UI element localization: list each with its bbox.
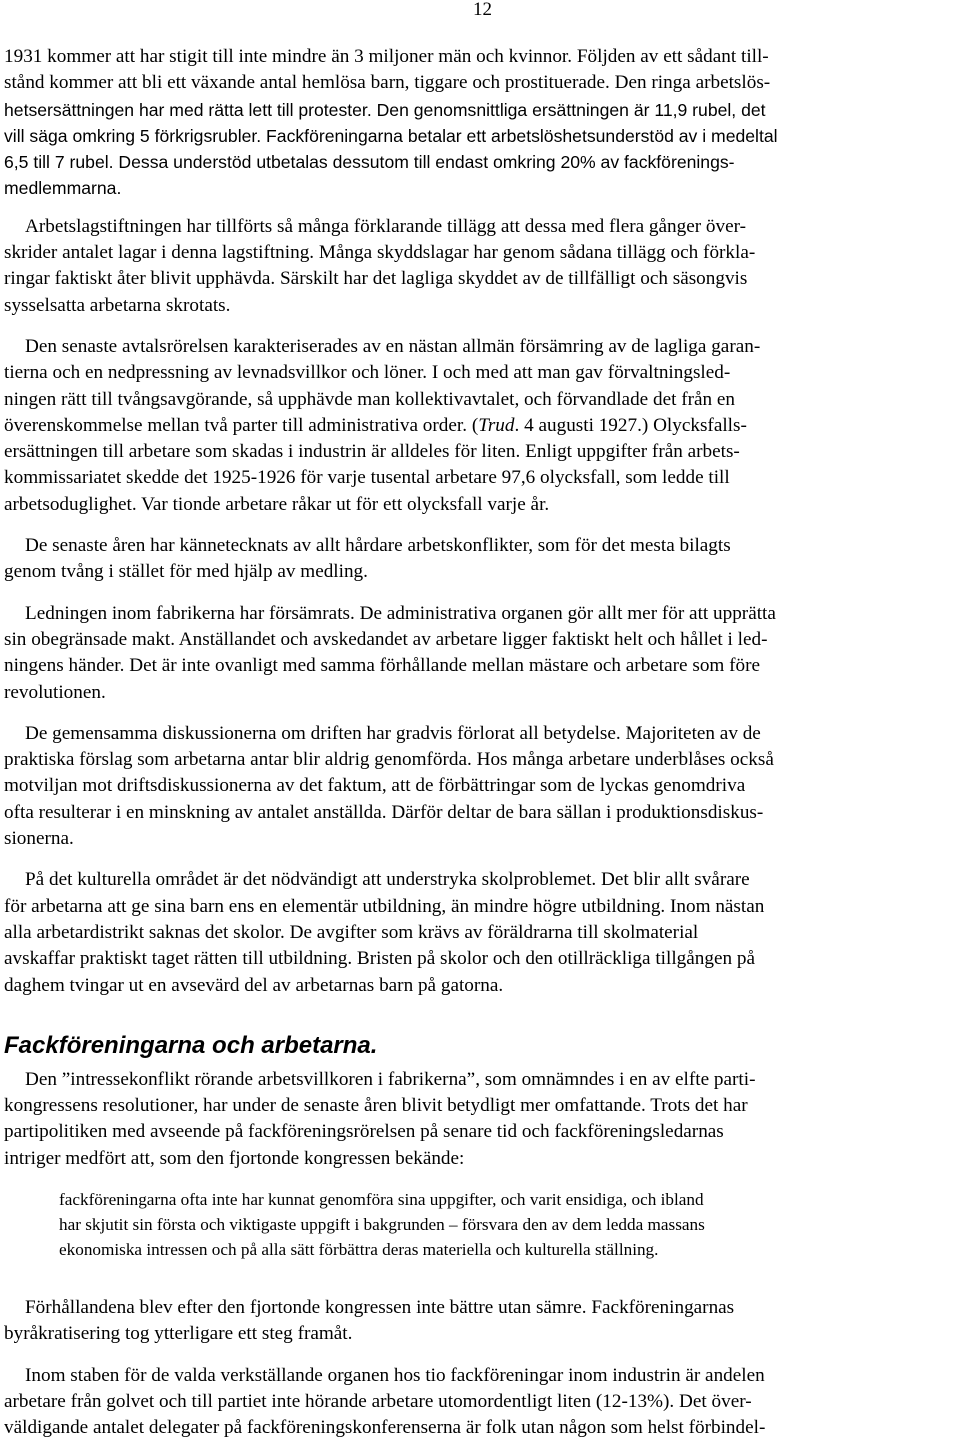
- text-line: ofta resulterar i en minskning av antalet anställda. Därför deltar de bara sällan i produktionsdiskus-: [4, 801, 764, 823]
- text-line: sionerna.: [4, 828, 74, 850]
- text-line: kongressens resolutioner, har under de senaste åren blivit betydligt mer omfattande. Trots det har: [4, 1095, 748, 1117]
- paragraph-joint-discussions: [4, 721, 940, 852]
- text-line: ningen rätt till tvångsavgörande, så upphävde man kollektivavtalet, och förvandlade det från en: [4, 388, 736, 410]
- block-quote: [59, 1187, 940, 1262]
- text-line: 6,5 till 7 rubel. Dessa understöd utbetalas dessutom till endast omkring 20% av fackförenings-: [4, 152, 735, 173]
- text-line: Den ”intressekonflikt rörande arbetsvillkoren i fabrikerna”, som omnämndes i en av elfte parti-: [25, 1068, 756, 1090]
- paragraph-after-congress: [4, 1295, 940, 1348]
- text-line: stånd kommer att bli ett växande antal hemlösa barn, tiggare och prostituerade. Den ringa arbetslös-: [4, 72, 771, 94]
- text-line: vill säga omkring 5 förkrigsrubler. Fackföreningarna betalar ett arbetslöshetsunderstöd av i medeltal: [4, 125, 778, 146]
- text-line: skrider antalet lagar i denna lagstiftning. Många skyddslagar har genom sådana tillägg och förkla-: [4, 242, 756, 264]
- paragraph-interest-conflict: [4, 1067, 940, 1172]
- text-line: tierna och en nedpressning av levnadsvillkor och löner. I och med att man gav förvaltningsled-: [4, 362, 731, 384]
- text-line: Förhållandena blev efter den fjortonde kongressen inte bättre utan sämre. Fackföreningarnas: [25, 1296, 735, 1318]
- quote-line: fackföreningarna ofta inte har kunnat genomföra sina uppgifter, och varit ensidiga, och ibland: [59, 1189, 704, 1209]
- text-line: sysselsatta arbetarna skrotats.: [4, 294, 231, 316]
- text-line: för arbetarna att ge sina barn ens en elementär utbildning, än mindre högre utbildning. Inom nästan: [4, 895, 765, 917]
- text-line: ersättningen till arbetare som skadas i industrin är alldeles för liten. Enligt uppgifter från arbets-: [4, 441, 740, 463]
- quote-line: har skjutit sin första och viktigaste uppgift i bakgrunden – försvara den av dem ledda massans: [59, 1214, 705, 1234]
- text-segment: . 4 augusti 1927.) Olycksfalls-: [514, 414, 747, 436]
- text-line: arbetsoduglighet. Var tionde arbetare råkar ut för ett olycksfall varje år.: [4, 493, 550, 515]
- text-line: daghem tvingar ut en avsevärd del av arbetarnas barn på gatorna.: [4, 974, 504, 996]
- text-line: arbetare från golvet och till partiet inte hörande arbetare utomordentligt liten (12-13%). Det över-: [4, 1390, 752, 1412]
- text-line: ningens händer. Det är inte ovanligt med samma förhållande mellan mästare och arbetare som före: [4, 655, 761, 677]
- text-line: revolutionen.: [4, 681, 106, 703]
- text-line: Inom staben för de valda verkställande organen hos tio fackföreningar inom industrin är andelen: [25, 1364, 765, 1386]
- text-line: kommissariatet skedde det 1925-1926 för varje tusental arbetare 97,6 olycksfall, som ledde till: [4, 467, 730, 489]
- paragraph-factory-management: [4, 601, 940, 706]
- quote-line: ekonomiska intressen och på alla sätt förbättra deras materiella och kulturella ställning.: [59, 1239, 659, 1259]
- text-line: väldigande antalet delegater på fackföreningskonferenserna är folk utan någon som helst förbindel-: [4, 1417, 766, 1439]
- text-line: Den senaste avtalsrörelsen karakteriserades av en nästan allmän försämring av de lagliga garan-: [25, 335, 761, 357]
- text-line: genom tvång i stället för med hjälp av medling.: [4, 561, 368, 583]
- text-line: [4, 413, 940, 439]
- text-line: ringar faktiskt åter blivit upphävda. Särskilt har det lagliga skyddet av de tillfälligt och säsongvis: [4, 268, 748, 290]
- paragraph-labour-law: [4, 214, 940, 319]
- paragraph-unemployment: [4, 44, 940, 202]
- text-line: intriger medfört att, som den fjortonde kongressen bekände:: [4, 1147, 465, 1169]
- text-segment: överenskommelse mellan två parter till administrativa order. (: [4, 414, 479, 436]
- text-line: De gemensamma diskussionerna om driften har gradvis förlorat all betydelse. Majoriteten av de: [25, 722, 761, 744]
- text-line: 1931 kommer att har stigit till inte mindre än 3 miljoner män och kvinnor. Följden av ett sådant till-: [4, 46, 769, 67]
- text-line: byråkratisering tog ytterligare ett steg framåt.: [4, 1323, 353, 1345]
- text-line: På det kulturella området är det nödvändigt att understryka skolproblemet. Det blir allt svårare: [25, 869, 750, 891]
- text-line: De senaste åren har kännetecknats av allt hårdare arbetskonflikter, som för det mesta bilagts: [25, 535, 731, 557]
- paragraph-wage-campaign: [4, 334, 940, 518]
- text-line: Arbetslagstiftningen har tillförts så många förklarande tillägg att dessa med flera gånger över-: [25, 215, 747, 237]
- text-line: Ledningen inom fabrikerna har försämrats. De administrativa organen gör allt mer för att upprätta: [25, 602, 776, 624]
- text-line: partipolitiken med avseende på fackföreningsrörelsen på senare tid och fackföreningsledarnas: [4, 1121, 724, 1143]
- text-line: sin obegränsade makt. Anställandet och avskedandet av arbetare ligger faktiskt helt och hållet i led-: [4, 628, 768, 650]
- text-line: praktiska förslag som arbetarna antar blir aldrig genomförda. Hos många arbetare underblåses också: [4, 749, 774, 771]
- paragraph-culture-schools: [4, 867, 940, 998]
- text-line: medlemmarna.: [4, 178, 122, 199]
- document-body: [4, 44, 940, 1441]
- page-number: 12: [473, 0, 492, 20]
- text-line: alla arbetardistrikt saknas det skolor. De avgifter som krävs av föräldrarna till skolmaterial: [4, 921, 699, 943]
- source-citation: Trud: [478, 414, 515, 436]
- section-heading: Fackföreningarna och arbetarna.: [4, 1031, 378, 1059]
- paragraph-delegates: [4, 1363, 940, 1441]
- text-line: avskaffar praktiskt taget rätten till utbildning. Bristen på skolor och den otillräckliga tillgången på: [4, 948, 755, 970]
- text-line: hetsersättningen har med rätta lett till protester. Den genomsnittliga ersättningen är 11,9 rubel, det: [4, 99, 766, 120]
- paragraph-labour-conflicts: [4, 533, 940, 586]
- text-line: motviljan mot driftsdiskussionerna av det faktum, att de förbättringar som de lyckas genomdriva: [4, 775, 746, 797]
